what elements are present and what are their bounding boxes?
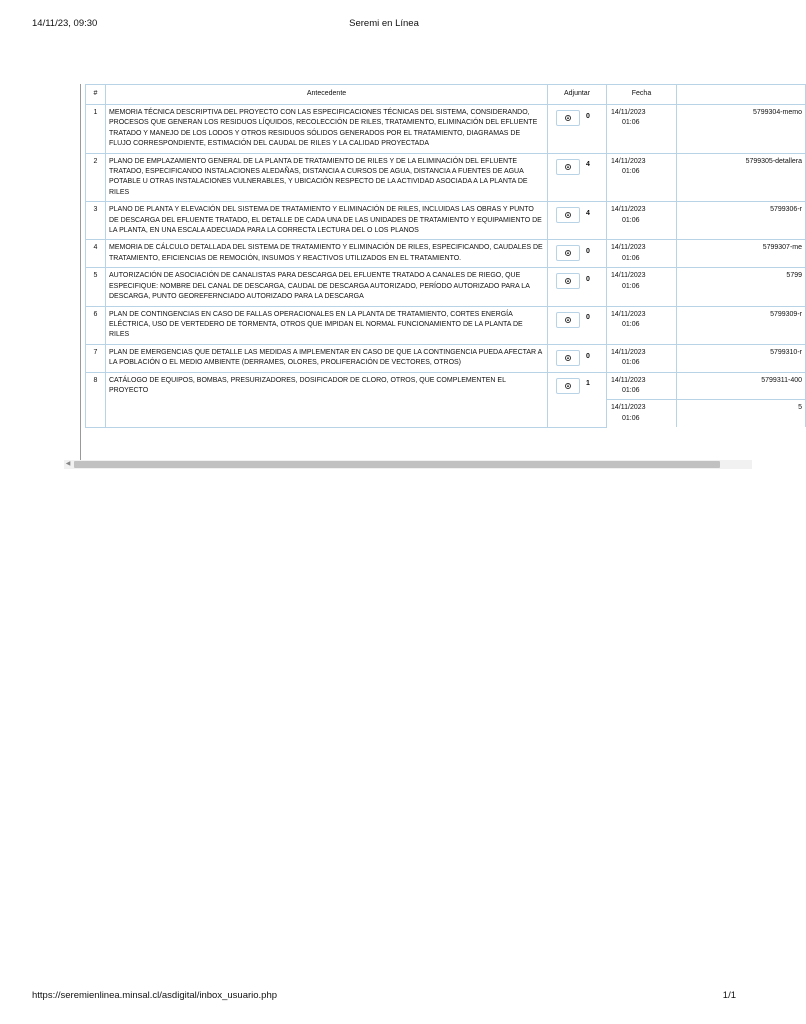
row-adjuntar bbox=[548, 344, 607, 372]
file-link[interactable]: 5799307-me bbox=[677, 240, 806, 268]
fecha-date: 14/11/2023 bbox=[611, 109, 646, 116]
row-fecha bbox=[607, 202, 677, 240]
panel-left-border bbox=[80, 84, 81, 460]
row-adjuntar bbox=[548, 268, 607, 306]
upload-icon bbox=[565, 164, 571, 170]
row-number: 4 bbox=[86, 240, 106, 268]
row-antecedente: PLAN DE CONTINGENCIAS EN CASO DE FALLAS OPERACIONALES EN LA PLANTA DE TRATAMIENTO, CORTES ENERGÍA ELÉCTRICA, USO DE VERTEDERO DE TORMENTA, OTROS QUE IMPIDAN EL NORMAL FUNCIONAMIENTO DE LA PLANTA DE RILES bbox=[106, 306, 548, 344]
file-link[interactable]: 5799305-detallera bbox=[677, 153, 806, 202]
attachment-count: 0 bbox=[586, 352, 590, 360]
attachment-count: 0 bbox=[586, 314, 590, 322]
upload-icon bbox=[565, 250, 571, 256]
attach-button[interactable] bbox=[556, 245, 580, 261]
fecha-date: 14/11/2023 bbox=[611, 206, 646, 214]
horizontal-scrollbar[interactable] bbox=[64, 460, 752, 469]
row-number: 1 bbox=[86, 105, 106, 154]
row-fecha bbox=[607, 268, 677, 306]
fecha-time: 01:06 bbox=[622, 359, 640, 367]
row-adjuntar bbox=[548, 306, 607, 344]
table-row bbox=[86, 240, 806, 268]
row-number: 7 bbox=[86, 344, 106, 372]
table-row bbox=[86, 344, 806, 372]
row-fecha bbox=[607, 344, 677, 372]
attach-button[interactable] bbox=[556, 207, 580, 223]
header-adjuntar: Adjuntar bbox=[548, 85, 607, 105]
attach-button[interactable] bbox=[556, 350, 580, 366]
header-antecedente: Antecedente bbox=[106, 85, 548, 105]
row-antecedente: CATÁLOGO DE EQUIPOS, BOMBAS, PRESURIZADORES, DOSIFICADOR DE CLORO, OTROS, QUE COMPLEMENTEN EL PROYECTO bbox=[106, 372, 548, 427]
row-number: 3 bbox=[86, 202, 106, 240]
row-antecedente: PLAN DE EMERGENCIAS QUE DETALLE LAS MEDIDAS A IMPLEMENTAR EN CASO DE QUE LA CONTINGENCIA PUEDA AFECTAR A LA POBLACIÓN O EL MEDIO AMBIENTE (DERRAMES, OLORES, PROLIFERACIÓN DE VECTORES, OTROS) bbox=[106, 344, 548, 372]
row-adjuntar bbox=[548, 240, 607, 268]
print-page-number: 1/1 bbox=[722, 990, 736, 1001]
upload-icon bbox=[565, 355, 571, 361]
row-number: 6 bbox=[86, 306, 106, 344]
fecha-time: 01:06 bbox=[622, 282, 640, 290]
fecha-date: 14/11/2023 bbox=[611, 404, 646, 412]
file-link[interactable]: 5799306-r bbox=[677, 202, 806, 240]
file-link[interactable]: 5799309-r bbox=[677, 306, 806, 344]
file-link[interactable]: 5799 bbox=[677, 268, 806, 306]
attachment-count: 4 bbox=[586, 210, 590, 218]
file-link[interactable]: 5 bbox=[677, 400, 806, 427]
print-page-title: Seremi en Línea bbox=[349, 18, 419, 29]
attach-button[interactable] bbox=[556, 378, 580, 394]
row-fecha bbox=[607, 153, 677, 202]
attach-button[interactable] bbox=[556, 273, 580, 289]
print-footer bbox=[32, 990, 736, 1004]
fecha-date: 14/11/2023 bbox=[611, 272, 646, 280]
fecha-time: 01:06 bbox=[622, 320, 640, 328]
file-link[interactable]: 5799311-400 bbox=[677, 372, 806, 400]
header-num: # bbox=[86, 85, 106, 105]
table-row bbox=[86, 202, 806, 240]
upload-icon bbox=[565, 383, 571, 389]
upload-icon bbox=[565, 317, 571, 323]
fecha-date: 14/11/2023 bbox=[611, 348, 646, 356]
print-datetime: 14/11/23, 09:30 bbox=[32, 18, 98, 29]
scroll-left-icon[interactable]: ◀ bbox=[65, 461, 71, 467]
row-fecha bbox=[607, 240, 677, 268]
print-header bbox=[32, 18, 736, 32]
fecha-date: 14/11/2023 bbox=[611, 157, 646, 165]
row-adjuntar bbox=[548, 202, 607, 240]
upload-icon bbox=[565, 212, 571, 218]
row-adjuntar bbox=[548, 153, 607, 202]
attachment-count: 0 bbox=[586, 112, 590, 120]
attach-button[interactable] bbox=[556, 159, 580, 175]
fecha-time: 01:06 bbox=[622, 414, 640, 422]
file-link[interactable]: 5799304-memo bbox=[677, 105, 806, 154]
attach-button[interactable] bbox=[556, 110, 580, 126]
table-row bbox=[86, 105, 806, 154]
row-number: 8 bbox=[86, 372, 106, 427]
fecha-date: 14/11/2023 bbox=[611, 376, 646, 384]
documents-table bbox=[85, 84, 806, 428]
attach-button[interactable] bbox=[556, 312, 580, 328]
attachment-count: 0 bbox=[586, 248, 590, 256]
row-fecha bbox=[607, 372, 677, 400]
attachment-count: 1 bbox=[586, 380, 590, 388]
row-antecedente: MEMORIA TÉCNICA DESCRIPTIVA DEL PROYECTO CON LAS ESPECIFICACIONES TÉCNICAS DEL SISTEMA, CONSIDERANDO, PROCESOS QUE GENERAN LOS RESIDUOS LÍQUIDOS, RECOLECCIÓN DE RILES, TRATAMIENTO, ELIMINACIÓN DEL EFLUENTE TRATADO Y MANEJO DE LOS LODOS Y OTROS RESIDUOS SÓLIDOS GENERADOS POR EL TRATAMIENTO, DIAGRAMAS DE FLUJO CORRESPONDIENTE, ESTIMACIÓN DEL CAUDAL DE RILES Y LA CALIDAD PROYECTADA bbox=[106, 105, 548, 154]
table-viewport bbox=[64, 84, 802, 460]
fecha-date: 14/11/2023 bbox=[611, 310, 646, 318]
fecha-time: 01:06 bbox=[622, 168, 640, 176]
row-adjuntar bbox=[548, 105, 607, 154]
row-antecedente: PLANO DE EMPLAZAMIENTO GENERAL DE LA PLANTA DE TRATAMIENTO DE RILES Y DE LA ELIMINACIÓN DEL EFLUENTE TRATADO, ESPECIFICANDO INSTALACIONES ALEDAÑAS, DISTANCIA A CURSOS DE AGUA, DISTANCIA A FUENTES DE AGUA POTABLE U OTRAS INSTALACIONES VULNERABLES, Y UBICACIÓN RESPECTO DE LA ACTIVIDAD ASOCIADA A LA PLANTA DE RILES bbox=[106, 153, 548, 202]
table-header-row bbox=[86, 85, 806, 105]
fecha-date: 14/11/2023 bbox=[611, 244, 646, 252]
fecha-time: 01:06 bbox=[622, 216, 640, 224]
attachment-count: 0 bbox=[586, 276, 590, 284]
row-antecedente: AUTORIZACIÓN DE ASOCIACIÓN DE CANALISTAS PARA DESCARGA DEL EFLUENTE TRATADO A CANALES DE RIEGO, QUE ESPECIFIQUE: NOMBRE DEL CANAL DE DESCARGA, CAUDAL DE DESCARGA AUTORIZADO, PERÍODO AUTORIZADO PARA LA DESCARGA, PUNTO GEOREFERNCIADO AUTORIZADO PARA LA DESCARGA bbox=[106, 268, 548, 306]
row-fecha bbox=[607, 306, 677, 344]
fecha-time: 01:06 bbox=[622, 119, 640, 127]
row-fecha bbox=[607, 105, 677, 154]
table-row bbox=[86, 153, 806, 202]
print-url: https://seremienlinea.minsal.cl/asdigital/inbox_usuario.php bbox=[32, 990, 278, 1001]
table-row bbox=[86, 306, 806, 344]
file-link[interactable]: 5799310-r bbox=[677, 344, 806, 372]
header-fecha: Fecha bbox=[607, 85, 677, 105]
row-fecha bbox=[607, 400, 677, 427]
upload-icon bbox=[565, 278, 571, 284]
upload-icon bbox=[565, 115, 571, 121]
fecha-time: 01:06 bbox=[622, 386, 640, 394]
table-row bbox=[86, 268, 806, 306]
row-number: 2 bbox=[86, 153, 106, 202]
fecha-time: 01:06 bbox=[622, 254, 640, 262]
row-antecedente: MEMORIA DE CÁLCULO DETALLADA DEL SISTEMA DE TRATAMIENTO Y ELIMINACIÓN DE RILES, ESPECIFICANDO, CAUDALES DE TRATAMIENTO, EFICIENCIAS DE REMOCIÓN, INSUMOS Y REACTIVOS UTILIZADOS EN EL TRATAMIENTO. bbox=[106, 240, 548, 268]
row-number: 5 bbox=[86, 268, 106, 306]
table-row bbox=[86, 372, 806, 400]
scrollbar-thumb[interactable] bbox=[74, 461, 720, 468]
row-antecedente: PLANO DE PLANTA Y ELEVACIÓN DEL SISTEMA DE TRATAMIENTO Y ELIMINACIÓN DE RILES, INCLUIDAS LAS OBRAS Y PUNTO DE DESCARGA DEL EFLUENTE TRATADO, EL DETALLE DE CADA UNA DE LAS UNIDADES DE TRATAMIENTO Y EQUIPAMIENTO DE LA PLANTA, EN UNA ESCALA ADECUADA PARA LA CORRECTA LECTURA DEL O LOS PLANOS bbox=[106, 202, 548, 240]
attachment-count: 4 bbox=[586, 161, 590, 169]
header-archivo bbox=[677, 85, 806, 105]
row-adjuntar bbox=[548, 372, 607, 427]
